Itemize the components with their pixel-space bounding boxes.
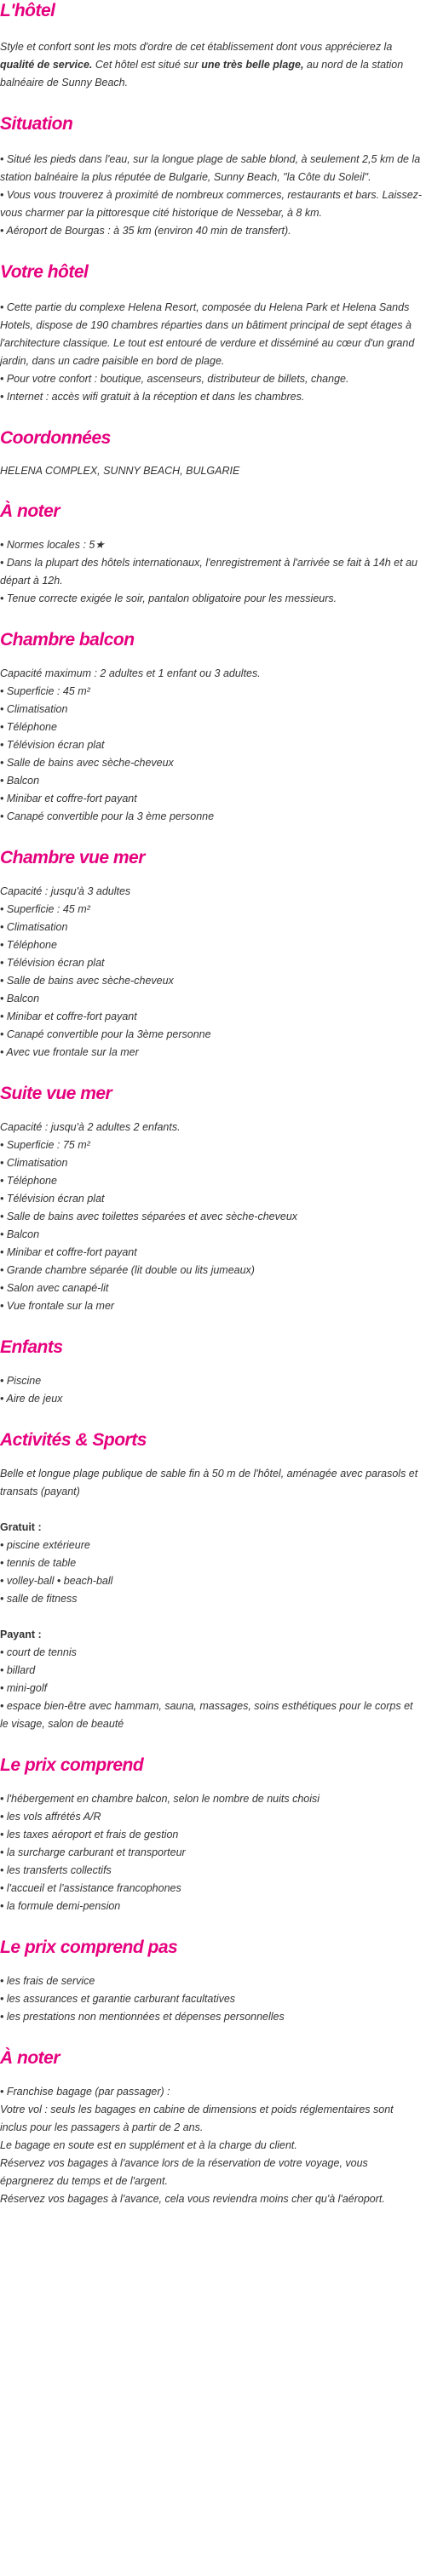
- prix-item: • les vols affrétés A/R: [0, 1811, 101, 1823]
- room-feature: • Climatisation: [0, 921, 68, 933]
- prix-item: • l'accueil et l'assistance francophones: [0, 1882, 181, 1894]
- a-noter-line: • Franchise bagage (par passager) :: [0, 2086, 170, 2098]
- room-feature: • Vue frontale sur la mer: [0, 1300, 115, 1312]
- hotel-text-3: au nord de la station balnéaire de Sunny Beach.: [0, 59, 404, 89]
- room-feature: • Climatisation: [0, 1157, 68, 1169]
- room-feature: Capacité : jusqu'à 2 adultes 2 enfants.: [0, 1121, 181, 1133]
- section-a-noter-1: [0, 501, 423, 608]
- section-title-suite-vue-mer: Suite vue mer: [0, 1084, 112, 1103]
- room-feature: • Télévision écran plat: [0, 1193, 105, 1205]
- votre-hotel-line: • Internet : accès wifi gratuit à la réception et dans les chambres.: [0, 391, 305, 403]
- room-feature: • Salle de bains avec sèche-cheveux: [0, 975, 174, 987]
- room-feature: Capacité : jusqu'à 3 adultes: [0, 885, 131, 897]
- room-feature: • Balcon: [0, 993, 40, 1005]
- payant-item: • mini-golf: [0, 1682, 48, 1694]
- section-title-a-noter: À noter: [0, 2048, 60, 2068]
- hotel-text-1: Style et confort sont les mots d'ordre de cet établissement dont vous apprécierez la: [0, 41, 393, 53]
- situation-body: [0, 151, 423, 240]
- section-title-prix-comprend: Le prix comprend: [0, 1755, 144, 1775]
- room-feature: • Balcon: [0, 1228, 40, 1240]
- a-noter-line: Le bagage en soute est en supplément et à la charge du client.: [0, 2139, 297, 2151]
- room-feature: • Canapé convertible pour la 3 ème personne: [0, 810, 215, 822]
- coordonnees-body: [0, 462, 423, 480]
- enfants-item: • Piscine: [0, 1375, 42, 1387]
- section-prix-comprend: [0, 1755, 423, 1915]
- payant-item: • court de tennis: [0, 1646, 77, 1658]
- room-feature: • Minibar et coffre-fort payant: [0, 1010, 137, 1022]
- hotel-text-quality: qualité de service.: [0, 59, 93, 71]
- payant-label: Payant :: [0, 1629, 42, 1640]
- situation-line: • Situé les pieds dans l'eau, sur la longue plage de sable blond, à seulement 2,5 km de la station balnéaire la plus réputée de Bulgarie, Sunny Beach, "la Côte du Soleil".: [0, 153, 421, 183]
- section-a-noter-2: [0, 2047, 423, 2208]
- hotel-description: [0, 38, 423, 92]
- section-activites: [0, 1429, 423, 1733]
- activites-body: [0, 1465, 423, 1733]
- room-feature: • Téléphone: [0, 721, 57, 733]
- room-feature: • Superficie : 45 m²: [0, 685, 90, 697]
- a-noter-line: • Normes locales : 5★: [0, 539, 105, 551]
- gratuit-item: • salle de fitness: [0, 1593, 78, 1605]
- room-feature: • Balcon: [0, 775, 40, 787]
- section-title-enfants: Enfants: [0, 1337, 63, 1357]
- section-title-activites: Activités & Sports: [0, 1430, 147, 1450]
- section-enfants: [0, 1337, 423, 1408]
- prix-item: • la surcharge carburant et transporteur: [0, 1846, 186, 1858]
- room-feature: • Superficie : 75 m²: [0, 1139, 90, 1151]
- enfants-body: [0, 1372, 423, 1408]
- votre-hotel-line: • Pour votre confort : boutique, ascenseurs, distributeur de billets, change.: [0, 373, 349, 385]
- room-feature: • Télévision écran plat: [0, 957, 105, 969]
- room-feature: • Salon avec canapé-lit: [0, 1282, 109, 1294]
- room-feature: • Salle de bains avec toilettes séparées et avec sèche-cheveux: [0, 1211, 298, 1222]
- gratuit-item: • tennis de table: [0, 1557, 77, 1569]
- prix-pas-item: • les prestations non mentionnées et dépenses personnelles: [0, 2011, 285, 2023]
- chambre-balcon-body: [0, 665, 423, 826]
- room-feature: • Climatisation: [0, 703, 68, 715]
- a-noter-line: • Dans la plupart des hôtels internationaux, l'enregistrement à l'arrivée se fait à 14h et au départ à 12h.: [0, 557, 417, 587]
- room-feature: • Salle de bains avec sèche-cheveux: [0, 757, 174, 769]
- section-title-a-noter: À noter: [0, 501, 60, 521]
- prix-comprend-pas-body: [0, 1972, 423, 2026]
- room-feature: • Avec vue frontale sur la mer: [0, 1046, 139, 1058]
- section-hotel: [0, 0, 423, 92]
- section-chambre-vue-mer: [0, 847, 423, 1062]
- section-title-coordonnees: Coordonnées: [0, 428, 111, 448]
- prix-item: • les taxes aéroport et frais de gestion: [0, 1829, 179, 1840]
- section-title-situation: Situation: [0, 114, 73, 134]
- votre-hotel-line: • Cette partie du complexe Helena Resort, composée du Helena Park et Helena Sands Hotels, dispose de 190 chambres réparties dans un bâtiment principal de sept étages à l'architecture classique. Le tout est entouré de verdure et disséminé au cœur d'un grand jardin, dans un cadre paisible en bord de plage.: [0, 301, 415, 367]
- room-feature: • Télévision écran plat: [0, 739, 105, 751]
- hotel-text-beach: une très belle plage,: [201, 59, 304, 71]
- activites-intro: Belle et longue plage publique de sable fin à 50 m de l'hôtel, aménagée avec parasols et transats (payant): [0, 1468, 418, 1497]
- room-feature: • Canapé convertible pour la 3ème personne: [0, 1028, 211, 1040]
- room-feature: Capacité maximum : 2 adultes et 1 enfant ou 3 adultes.: [0, 667, 261, 679]
- prix-item: • l'hébergement en chambre balcon, selon le nombre de nuits choisi: [0, 1793, 320, 1805]
- room-feature: • Minibar et coffre-fort payant: [0, 1246, 137, 1258]
- suite-vue-mer-body: [0, 1119, 423, 1315]
- chambre-vue-mer-body: [0, 883, 423, 1062]
- room-feature: • Grande chambre séparée (lit double ou lits jumeaux): [0, 1264, 255, 1276]
- section-title-votre-hotel: Votre hôtel: [0, 262, 89, 282]
- payant-item: • espace bien-être avec hammam, sauna, massages, soins esthétiques pour le corps et le visage, salon de beauté: [0, 1700, 413, 1730]
- gratuit-label: Gratuit :: [0, 1521, 42, 1533]
- section-situation: [0, 113, 423, 240]
- address-text: HELENA COMPLEX, SUNNY BEACH, BULGARIE: [0, 465, 240, 477]
- section-title-hotel: L'hôtel: [0, 1, 55, 20]
- section-suite-vue-mer: [0, 1083, 423, 1315]
- room-feature: • Téléphone: [0, 1175, 57, 1187]
- a-noter-2-body: [0, 2083, 423, 2208]
- room-feature: • Minibar et coffre-fort payant: [0, 793, 137, 804]
- votre-hotel-body: [0, 299, 423, 406]
- a-noter-line: • Tenue correcte exigée le soir, pantalon obligatoire pour les messieurs.: [0, 592, 337, 604]
- payant-item: • billard: [0, 1664, 36, 1676]
- a-noter-line: Réservez vos bagages à l'avance lors de la réservation de votre voyage, vous épargnerez du temps et de l'argent.: [0, 2157, 368, 2187]
- a-noter-1-body: [0, 536, 423, 608]
- room-feature: • Téléphone: [0, 939, 57, 951]
- situation-line: • Aéroport de Bourgas : à 35 km (environ 40 min de transfert).: [0, 225, 291, 237]
- section-coordonnees: [0, 427, 423, 480]
- section-title-chambre-balcon: Chambre balcon: [0, 630, 135, 650]
- section-title-chambre-vue-mer: Chambre vue mer: [0, 848, 145, 867]
- enfants-item: • Aire de jeux: [0, 1393, 63, 1405]
- section-title-prix-comprend-pas: Le prix comprend pas: [0, 1938, 178, 1957]
- section-prix-comprend-pas: [0, 1937, 423, 2026]
- gratuit-item: • volley-ball • beach-ball: [0, 1575, 113, 1587]
- prix-comprend-body: [0, 1790, 423, 1915]
- section-chambre-balcon: [0, 629, 423, 826]
- prix-item: • les transferts collectifs: [0, 1864, 112, 1876]
- section-votre-hotel: [0, 261, 423, 406]
- prix-pas-item: • les frais de service: [0, 1975, 95, 1987]
- gratuit-item: • piscine extérieure: [0, 1539, 90, 1551]
- hotel-text-2: Cet hôtel est situé sur: [92, 59, 202, 71]
- room-feature: • Superficie : 45 m²: [0, 903, 90, 915]
- situation-line: • Vous vous trouverez à proximité de nombreux commerces, restaurants et bars. Laissez-vous charmer par la pittoresque cité historique de Nessebar, à 8 km.: [0, 189, 423, 219]
- prix-item: • la formule demi-pension: [0, 1900, 121, 1912]
- prix-pas-item: • les assurances et garantie carburant facultatives: [0, 1993, 236, 2005]
- a-noter-line: Réservez vos bagages à l'avance, cela vous reviendra moins cher qu'à l'aéroport.: [0, 2193, 385, 2205]
- a-noter-line: Votre vol : seuls les bagages en cabine de dimensions et poids réglementaires sont inclus pour les passagers à partir de 2 ans.: [0, 2104, 394, 2133]
